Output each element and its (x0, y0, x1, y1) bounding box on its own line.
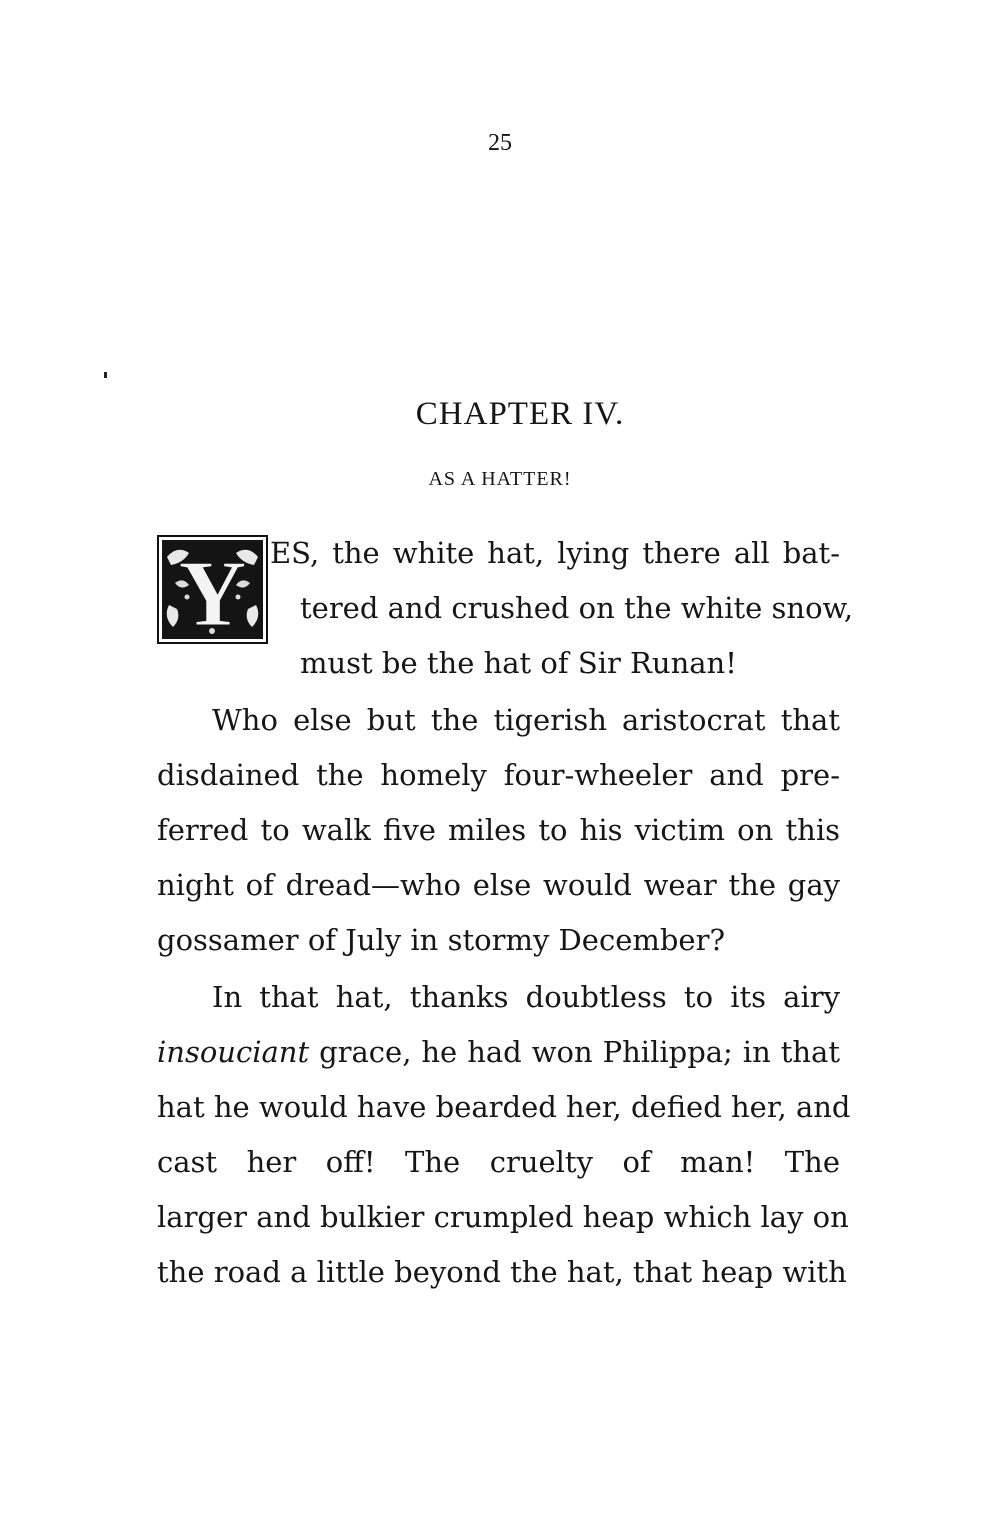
body-line: hat he would have bearded her, defied her, and (157, 1090, 851, 1124)
body-line: disdained the homely four-wheeler and pre- (157, 758, 840, 792)
page-number: 25 (488, 130, 512, 156)
drop-cap-ornament-icon (157, 535, 268, 644)
body-line: ES, the white hat, lying there all bat- (270, 536, 840, 570)
body-line: cast her off! The cruelty of man! The (157, 1145, 840, 1179)
body-line-with-italic (157, 1035, 840, 1069)
drop-cap-letter: Y (178, 542, 247, 644)
drop-cap (157, 535, 268, 644)
stray-mark (104, 372, 107, 378)
body-line: the road a little beyond the hat, that heap with (157, 1255, 847, 1289)
chapter-subtitle: AS A HATTER! (428, 468, 572, 490)
body-line-rest: grace, he had won Philippa; in that (319, 1035, 840, 1069)
body-line: tered and crushed on the white snow, (300, 591, 854, 625)
body-line: ferred to walk five miles to his victim on this (157, 813, 840, 847)
body-line: larger and bulkier crumpled heap which lay on (157, 1200, 849, 1234)
body-line: In that hat, thanks doubtless to its airy (212, 980, 840, 1014)
body-line: night of dread—who else would wear the gay (157, 868, 840, 902)
body-line: gossamer of July in stormy December? (157, 923, 725, 957)
body-line: must be the hat of Sir Runan! (300, 646, 737, 680)
body-line: Who else but the tigerish aristocrat that (212, 703, 840, 737)
italic-word: insouciant (157, 1035, 310, 1069)
chapter-heading: CHAPTER IV. (415, 396, 625, 432)
